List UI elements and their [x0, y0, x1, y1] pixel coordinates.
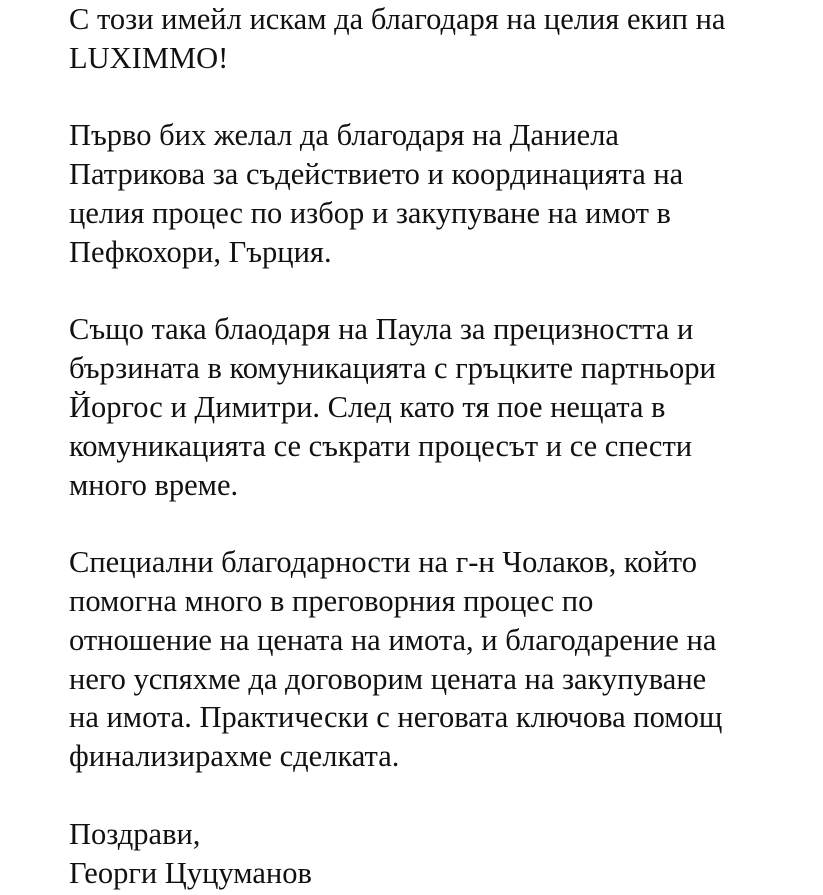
text-line: финализирахме сделката. — [69, 739, 400, 774]
paragraph-thanks-paula — [69, 310, 809, 504]
text-line: Специални благодарности на г-н Чолаков, който — [69, 545, 697, 580]
paragraph-gap — [69, 776, 809, 815]
text-line: комуникацията се съкрати процесът и се спести — [69, 428, 693, 463]
text-line: LUXIMMO! — [69, 40, 229, 75]
text-line: отношение на цената на имота, и благодарение на — [69, 622, 717, 657]
text-line: Йоргос и Димитри. След като тя пое нещата в — [69, 389, 666, 424]
text-line: на имота. Практически с неговата ключова помощ — [69, 700, 723, 735]
text-line: Също така блаодаря на Паула за прецизността и — [69, 312, 694, 347]
paragraph-intro — [69, 0, 809, 78]
paragraph-thanks-daniela — [69, 116, 809, 271]
text-line: целия процес по избор и закупуване на имот в — [69, 195, 671, 230]
text-line: Първо бих желал да благодаря на Даниела — [69, 118, 619, 153]
text-line: много време. — [69, 467, 239, 502]
letter-body — [69, 0, 809, 892]
text-line: Пефкохори, Гърция. — [69, 234, 332, 269]
closing-block — [69, 815, 809, 893]
paragraph-thanks-cholakov — [69, 543, 809, 776]
signature-name: Георги Цуцуманов — [69, 855, 312, 890]
paragraph-gap — [69, 78, 809, 117]
paragraph-gap — [69, 272, 809, 311]
text-line: него успяхме да договорим цената на закупуване — [69, 661, 707, 696]
text-line: бързината в комуникацията с гръцките партньори — [69, 351, 716, 386]
paragraph-gap — [69, 504, 809, 543]
text-line: Патрикова за съдействието и координацията на — [69, 157, 684, 192]
text-line: помогна много в преговорния процес по — [69, 583, 594, 618]
text-line: С този имейл искам да благодаря на целия екип на — [69, 2, 726, 36]
closing-greeting: Поздрави, — [69, 816, 201, 851]
